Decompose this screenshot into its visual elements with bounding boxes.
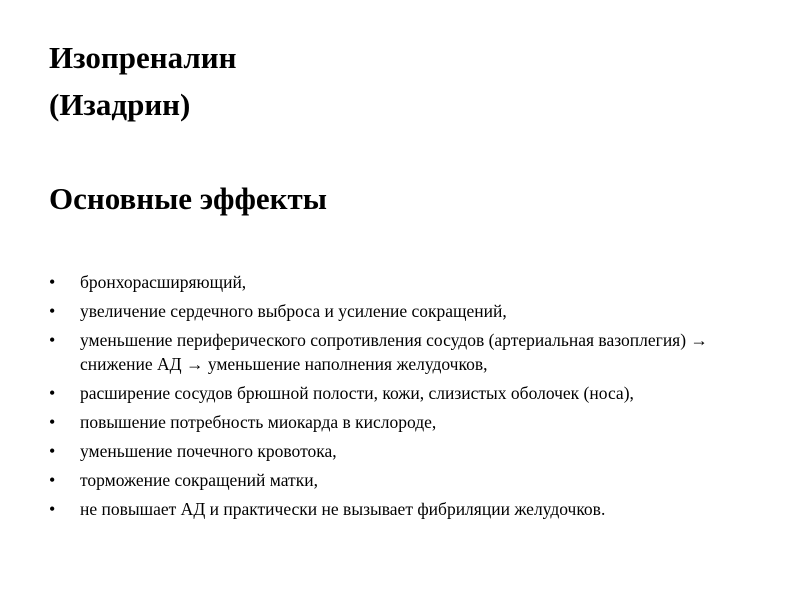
effects-list — [49, 270, 769, 526]
list-item: • торможение сокращений матки, — [49, 468, 769, 492]
list-item: • не повышает АД и практически не вызывает фибриляции желудочков. — [49, 497, 769, 521]
list-item: • уменьшение периферического сопротивления сосудов (артериальная вазоплегия) → снижение АД → уменьшение наполнения желудочков, — [49, 328, 769, 376]
slide-title-line-2: (Изадрин) — [49, 87, 191, 122]
list-item: • бронхорасширяющий, — [49, 270, 769, 294]
list-item: • уменьшение почечного кровотока, — [49, 439, 769, 463]
slide-title-line-1: Изопреналин — [49, 40, 237, 75]
list-item: • расширение сосудов брюшной полости, кожи, слизистых оболочек (носа), — [49, 381, 769, 405]
section-heading: Основные эффекты — [49, 181, 327, 216]
slide-title — [49, 34, 237, 128]
list-item: • увеличение сердечного выброса и усиление сокращений, — [49, 299, 769, 323]
list-item: • повышение потребность миокарда в кислороде, — [49, 410, 769, 434]
